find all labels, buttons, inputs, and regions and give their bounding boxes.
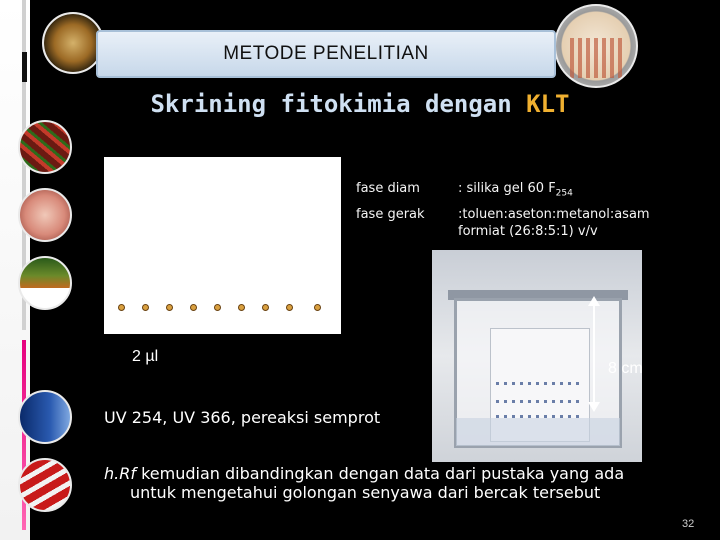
subtitle-highlight: KLT [526, 90, 570, 118]
distance-label: 8 cm [608, 360, 643, 377]
mobile-phase-value-line1: :toluen:aseton:metanol:asam [458, 207, 650, 222]
mobile-phase-value-line2: formiat (26:8:5:1) v/v [458, 224, 598, 239]
bacteria-photo [18, 120, 72, 174]
tlc-spot [262, 304, 269, 311]
sample-volume-label: 2 µl [132, 348, 159, 365]
tlc-spot [214, 304, 221, 311]
tlc-spot [118, 304, 125, 311]
tlc-spot [314, 304, 321, 311]
rf-note-rest: kemudian dibandingkan dengan data dari pustaka yang ada [135, 464, 625, 483]
distance-arrow [586, 296, 602, 412]
rf-note-line2: untuk mengetahui golongan senyawa dari bercak tersebut [130, 483, 601, 502]
title-banner [96, 30, 556, 78]
tlc-plate-spots [570, 38, 626, 78]
rf-note-line1 [104, 464, 624, 483]
rf-term: h.Rf [104, 464, 136, 483]
stationary-phase-text: : silika gel 60 F [458, 181, 556, 196]
tlc-plate-photo [554, 4, 638, 88]
tlc-spot [166, 304, 173, 311]
strip-black-tick [22, 52, 27, 82]
tlc-plate-diagram [104, 157, 341, 334]
tlc-chamber-photo [432, 250, 642, 462]
page-number: 32 [682, 518, 695, 530]
tlc-spot [142, 304, 149, 311]
subtitle-main: Skrining fitokimia dengan [150, 90, 527, 118]
tlc-spot [286, 304, 293, 311]
stationary-phase-value [458, 180, 573, 203]
chamber-spot-row [496, 382, 582, 385]
slide-subtitle [0, 90, 720, 118]
test-tubes-photo [18, 458, 72, 512]
tlc-spot [238, 304, 245, 311]
chamber-spot-row [496, 400, 582, 403]
stationary-phase-subscript: 254 [555, 188, 573, 199]
poster-photo [18, 256, 72, 310]
university-logo [42, 12, 104, 74]
stationary-phase-label: fase diam [356, 181, 420, 196]
slide-title: METODE PENELITIAN [223, 43, 429, 64]
detection-text: UV 254, UV 366, pereaksi semprot [104, 408, 381, 427]
tlc-spot [190, 304, 197, 311]
petri-dish-photo [18, 188, 72, 242]
chamber-solvent [456, 418, 620, 446]
blue-device-photo [18, 390, 72, 444]
mobile-phase-label: fase gerak [356, 207, 425, 222]
